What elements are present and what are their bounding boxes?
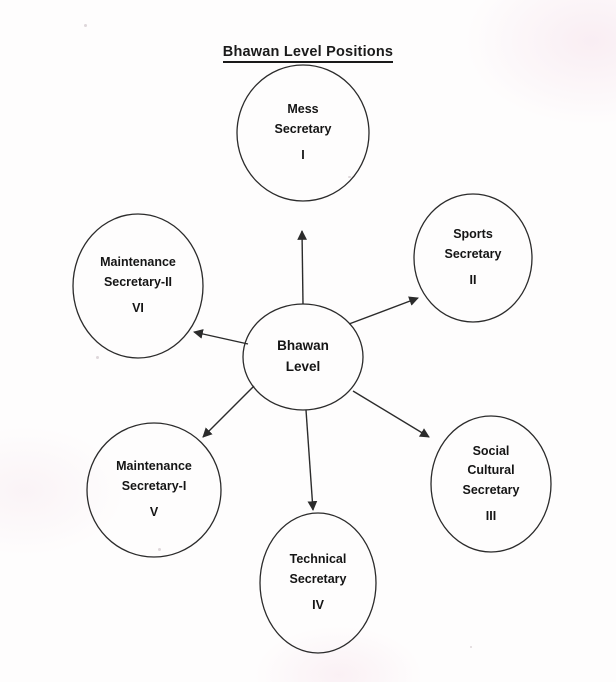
node-maintenance-secretary-2-line2: Secretary-II — [103, 274, 173, 289]
node-mess-secretary-line2: Secretary — [274, 121, 332, 136]
node-technical-secretary-number: IV — [312, 598, 324, 613]
node-maintenance-secretary-1-line1: Maintenance — [116, 459, 192, 474]
node-technical-secretary-line2: Secretary — [289, 571, 347, 586]
node-mess-secretary-line1: Mess — [287, 102, 319, 117]
node-maintenance-secretary-2-number: VI — [132, 301, 144, 316]
node-center-line1: Bhawan — [277, 338, 329, 354]
node-maintenance-secretary-1 — [87, 423, 221, 557]
node-mess-secretary — [237, 65, 369, 201]
node-maintenance-secretary-2 — [71, 214, 205, 358]
node-social-cultural-secretary-line2: Cultural — [467, 463, 515, 478]
node-sports-secretary — [414, 194, 532, 322]
node-social-cultural-secretary-number: III — [485, 508, 497, 523]
diagram-title-text: Bhawan Level Positions — [223, 44, 393, 63]
node-sports-secretary-number: II — [469, 273, 477, 288]
connector-to-social-cultural-secretary — [353, 391, 429, 437]
node-technical-secretary-line1: Technical — [289, 552, 347, 567]
node-maintenance-secretary-2-line1: Maintenance — [100, 255, 176, 270]
node-maintenance-secretary-1-line2: Secretary-I — [121, 478, 187, 493]
node-maintenance-secretary-1-number: V — [149, 505, 159, 520]
node-sports-secretary-line2: Secretary — [444, 246, 502, 261]
node-social-cultural-secretary — [431, 416, 551, 552]
node-center-line2: Level — [285, 359, 321, 374]
node-sports-secretary-line1: Sports — [453, 227, 493, 242]
connector-to-mess-secretary — [302, 231, 303, 304]
connector-to-technical-secretary — [306, 410, 313, 510]
node-mess-secretary-number: I — [301, 148, 305, 163]
node-technical-secretary — [260, 513, 376, 653]
node-social-cultural-secretary-line3: Secretary — [462, 482, 520, 497]
node-social-cultural-secretary-line1: Social — [472, 443, 510, 458]
node-center — [243, 304, 363, 410]
